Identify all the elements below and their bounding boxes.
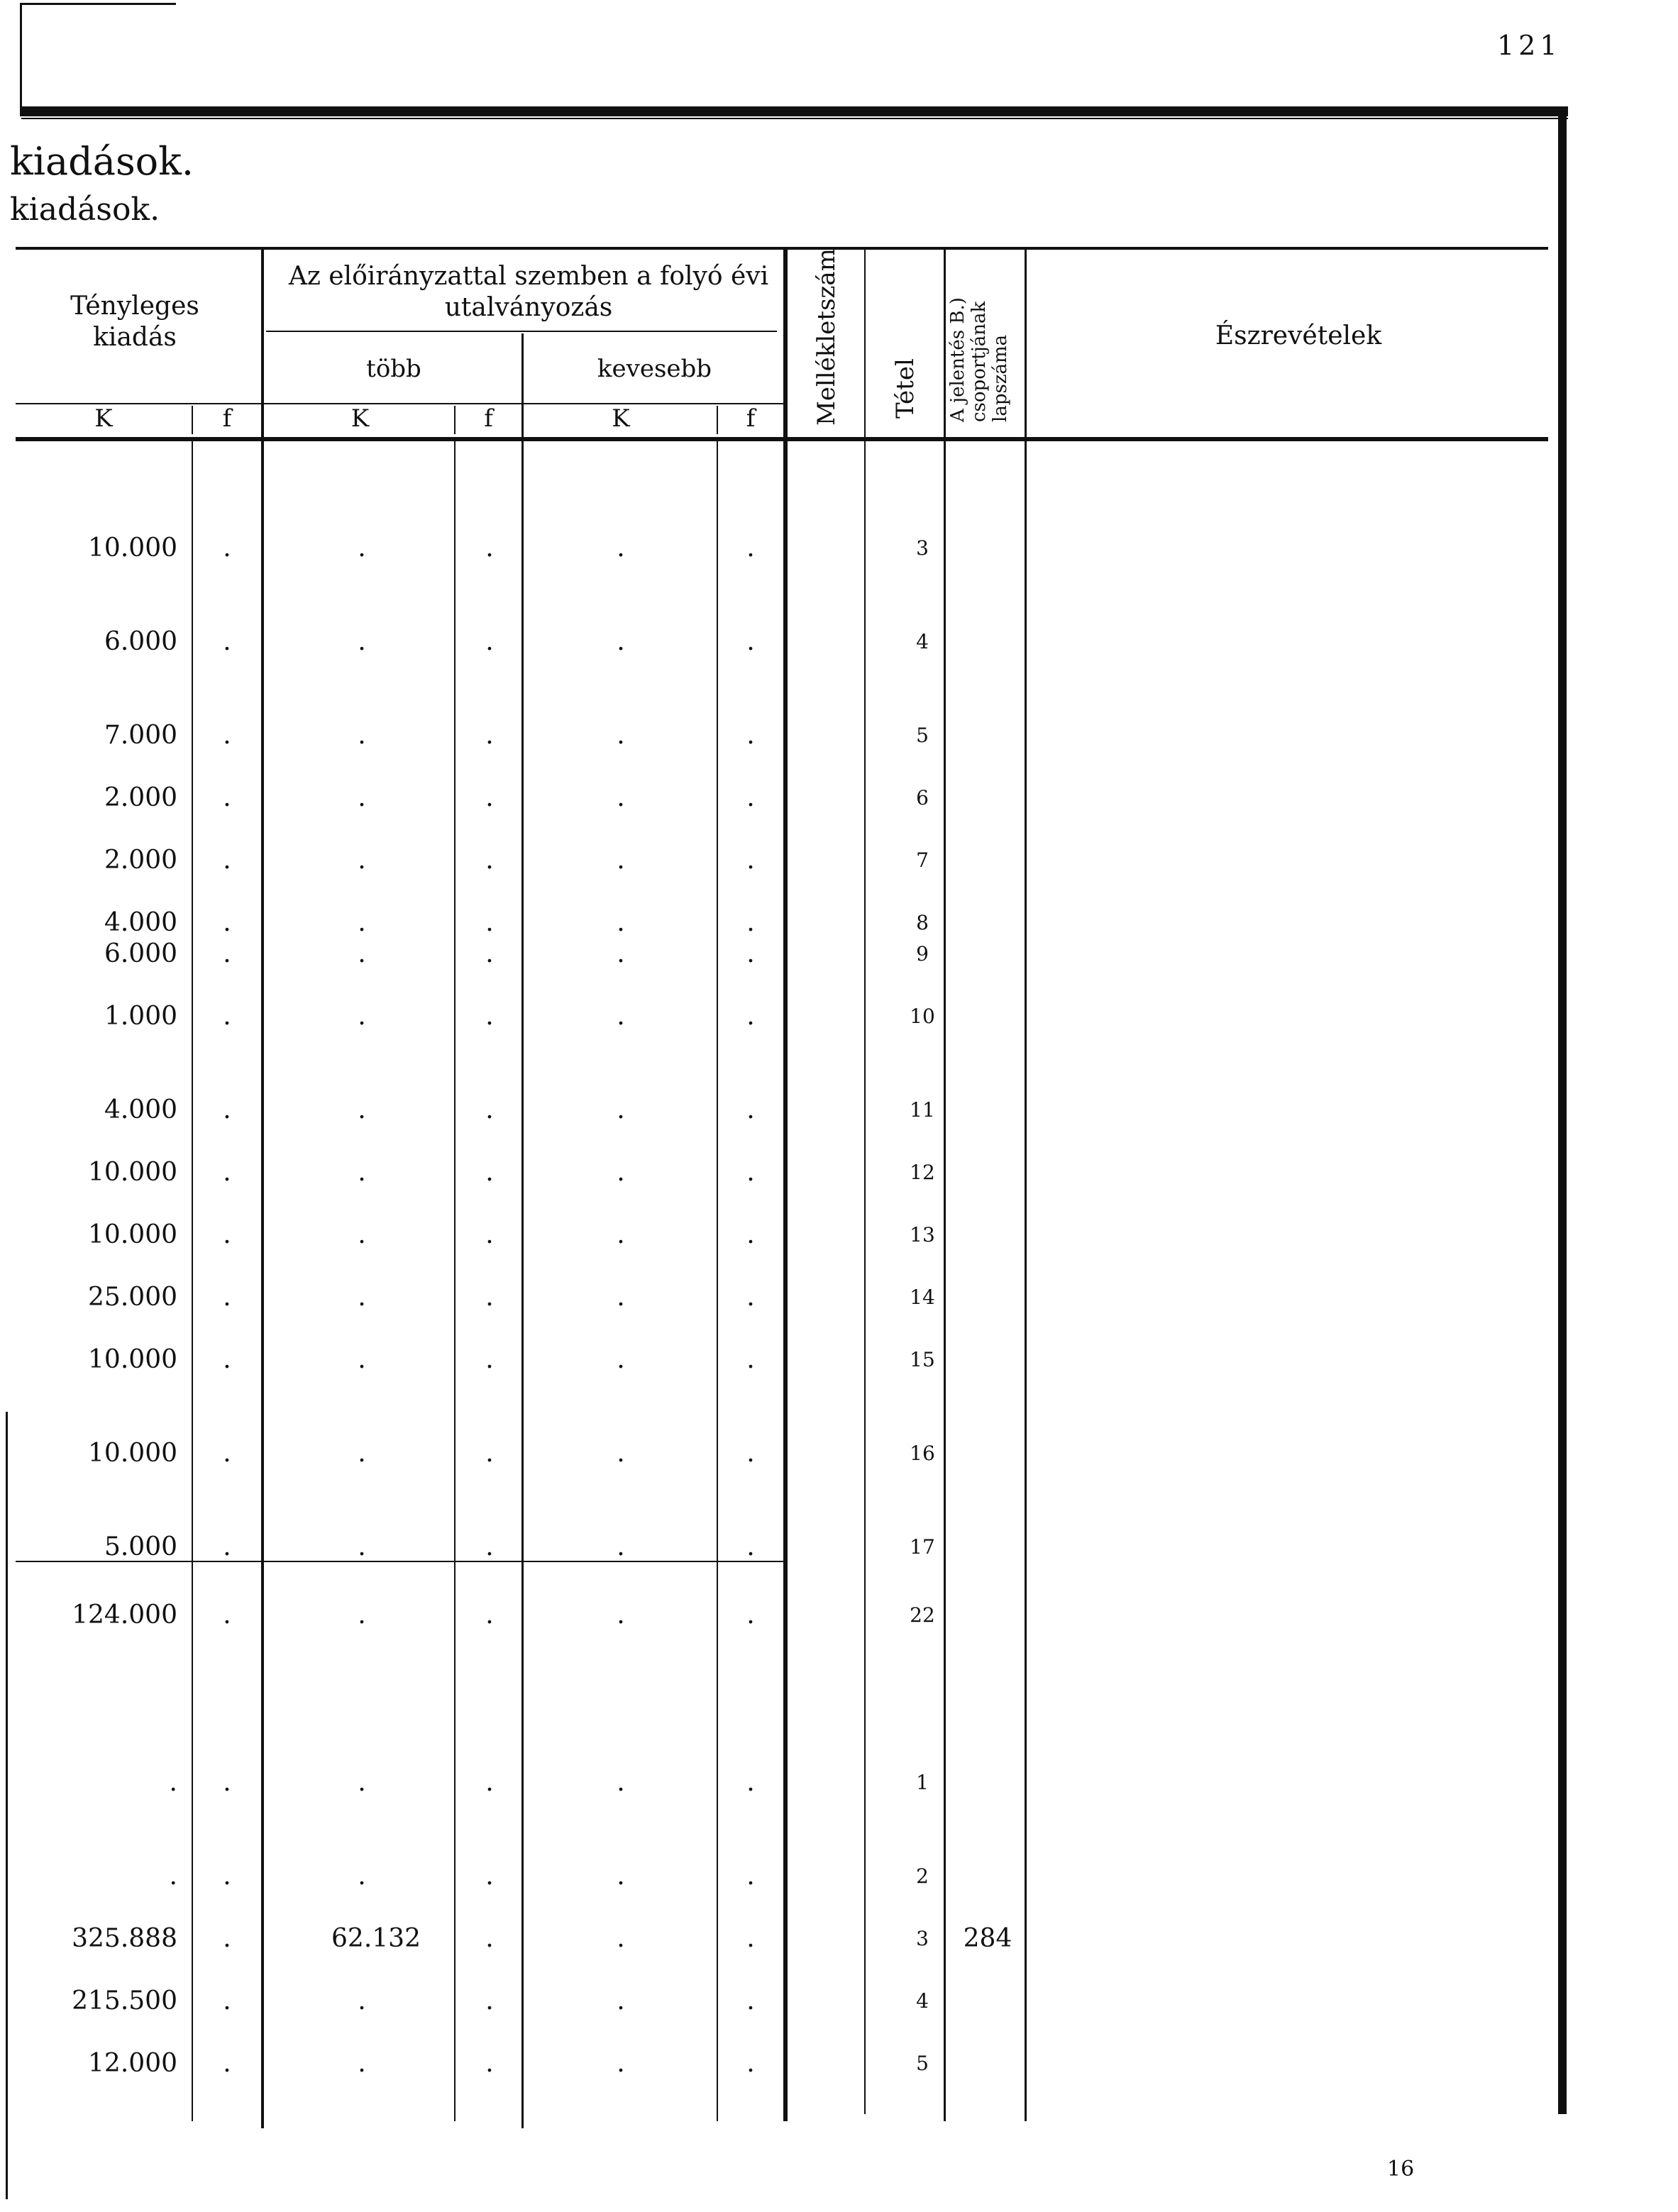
cell-tetel: 2 [916,1864,929,1888]
cell-tetel: 1 [916,1771,929,1794]
cell-tetel: 10 [910,1005,935,1028]
cell-kf: . [746,1220,755,1249]
cell-k: 10.000 [88,1158,177,1187]
cell-tf: . [485,2049,494,2078]
cell-k: . [169,1862,177,1891]
cell-k: 124.000 [72,1600,177,1630]
cell-tf: . [485,721,494,750]
cell-kk: . [617,1220,625,1249]
cell-tetel: 7 [916,848,929,872]
cell-tk: . [358,1986,366,2015]
header-jelentes-line: csoportjának [968,301,990,422]
cell-tf: . [485,1002,494,1031]
cell-tf: . [485,1220,494,1249]
cell-f: . [223,1095,231,1124]
cell-kk: . [617,783,625,812]
footer-number: 16 [1387,2157,1415,2181]
header-k: K [612,404,630,433]
cell-tetel: 9 [916,942,929,966]
cell-tf: . [485,1283,494,1312]
cell-tetel: 17 [910,1535,935,1559]
cell-k: . [169,1768,177,1797]
cell-kf: . [746,1095,755,1124]
cell-tk: . [358,939,366,968]
cell-tetel: 5 [916,724,929,747]
cell-k: 10.000 [88,1345,177,1374]
header-jelentes-line: A jelentés B.) [947,297,968,422]
cell-tk: . [358,1002,366,1031]
cell-tetel: 22 [910,1603,935,1627]
cell-tetel: 8 [916,911,929,934]
cell-f: . [223,1600,231,1630]
margin-line [6,1412,8,2199]
cell-kk: . [617,1283,625,1312]
cell-k: 25.000 [88,1283,177,1312]
cell-k: 10.000 [88,1220,177,1249]
header-eloiranyzat: Az előirányzattal szemben a folyó évi utalványozás [288,262,769,322]
cell-kf: . [746,1600,755,1630]
cell-tk: . [358,1158,366,1187]
cell-tetel: 13 [910,1223,935,1246]
cell-tetel: 3 [916,536,929,560]
cell-kk: . [617,1924,625,1953]
cell-kf: . [746,721,755,750]
cell-tetel: 3 [916,1927,929,1950]
cell-tf: . [485,1986,494,2015]
cell-f: . [223,783,231,812]
cell-tk: . [358,533,366,563]
cell-tk: . [358,1768,366,1797]
cell-tf: . [485,1600,494,1630]
cell-tk: . [358,1283,366,1312]
cell-f: . [223,1158,231,1187]
cell-k: 215.500 [72,1986,177,2015]
cell-f: . [223,1345,231,1374]
cell-kk: . [617,2049,625,2078]
cell-kf: . [746,846,755,875]
top-rule-thin [21,118,1568,119]
header-k: K [94,404,113,433]
cell-k: 2.000 [104,846,177,875]
cell-tk: . [358,783,366,812]
cell-tetel: 4 [916,1989,929,2013]
cell-k: 4.000 [104,1095,177,1124]
col-sep [1025,248,1027,2121]
cell-kf: . [746,627,755,656]
col-sep [864,248,866,2114]
cell-tk: . [358,846,366,875]
cell-tf: . [485,1439,494,1468]
header-jelentes-line: lapszáma [990,334,1011,422]
cell-k: 1.000 [104,1002,177,1031]
cell-tf: . [485,1345,494,1374]
cell-tk: 62.132 [331,1924,421,1953]
group-rule [266,331,777,332]
page-subtitle: kiadások. [10,192,160,228]
header-f: f [746,404,756,433]
cell-kf: . [746,1862,755,1891]
cell-kf: . [746,1439,755,1468]
cell-tetel: 12 [910,1161,935,1184]
cell-tk: . [358,908,366,937]
col-sep [261,248,264,2128]
header-f: f [222,404,232,433]
cell-tetel: 5 [916,2052,929,2075]
cell-tk: . [358,2049,366,2078]
cell-kk: . [617,1600,625,1630]
cell-k: 325.888 [72,1924,177,1953]
cell-f: . [223,1986,231,2015]
cell-kk: . [617,533,625,563]
page-number: 121 [1497,30,1562,61]
cell-tf: . [485,908,494,937]
cell-kk: . [617,1158,625,1187]
cell-f: . [223,1532,231,1561]
cell-tk: . [358,721,366,750]
cell-tf: . [485,939,494,968]
cell-tk: . [358,1345,366,1374]
cell-f: . [223,1002,231,1031]
cell-f: . [223,846,231,875]
cell-f: . [223,1768,231,1797]
header-tetel: Tétel [891,358,920,419]
cell-kf: . [746,1924,755,1953]
cell-f: . [223,1283,231,1312]
cell-f: . [223,908,231,937]
cell-tf: . [485,1924,494,1953]
cell-tf: . [485,1532,494,1561]
cell-tk: . [358,1220,366,1249]
cell-kk: . [617,846,625,875]
cell-kf: . [746,2049,755,2078]
header-bottom-rule [16,437,1548,441]
cell-f: . [223,1439,231,1468]
cell-tetel: 6 [916,786,929,809]
header-mellekletszam: Mellékletszám [812,248,841,426]
header-eszrevetelek: Észrevételek [1215,321,1382,350]
cell-k: 6.000 [104,939,177,968]
cell-k: 12.000 [88,2049,177,2078]
cell-kk: . [617,1002,625,1031]
cell-kf: . [746,1283,755,1312]
cell-k: 7.000 [104,721,177,750]
top-rule [21,106,1568,116]
margin-line [20,3,176,5]
header-kevesebb: kevesebb [597,355,712,383]
cell-tk: . [358,1532,366,1561]
cell-kk: . [617,721,625,750]
cell-tetel: 11 [910,1098,935,1122]
cell-kf: . [746,1158,755,1187]
cell-tf: . [485,533,494,563]
cell-kf: . [746,1345,755,1374]
cell-tf: . [485,1095,494,1124]
cell-f: . [223,939,231,968]
cell-tk: . [358,1439,366,1468]
right-frame [1558,106,1567,2114]
cell-tk: . [358,1095,366,1124]
header-k: K [350,404,370,433]
cell-f: . [223,1862,231,1891]
cell-kk: . [617,1345,625,1374]
page-title: kiadások. [10,139,194,184]
cell-kf: . [746,908,755,937]
col-sep [944,248,946,2121]
cell-kk: . [617,1439,625,1468]
cell-f: . [223,1924,231,1953]
cell-kf: . [746,533,755,563]
cell-f: . [223,2049,231,2078]
cell-kk: . [617,1862,625,1891]
cell-k: 5.000 [104,1532,177,1561]
cell-k: 2.000 [104,783,177,812]
header-tenyleges: Tényleges kiadás [70,292,199,352]
cell-tetel: 15 [910,1348,935,1371]
cell-tetel: 16 [910,1442,935,1465]
header-tobb: több [366,355,421,383]
cell-k: 10.000 [88,533,177,563]
cell-kf: . [746,1002,755,1031]
cell-kk: . [617,627,625,656]
header-f: f [484,404,493,433]
cell-lap: 284 [963,1924,1012,1953]
cell-tf: . [485,1158,494,1187]
cell-f: . [223,1220,231,1249]
cell-kf: . [746,1768,755,1797]
cell-kk: . [617,1532,625,1561]
cell-k: 6.000 [104,627,177,656]
cell-kk: . [617,939,625,968]
cell-kk: . [617,1768,625,1797]
cell-tk: . [358,1600,366,1630]
cell-tf: . [485,783,494,812]
cell-f: . [223,533,231,563]
cell-tf: . [485,627,494,656]
cell-kf: . [746,1532,755,1561]
cell-k: 4.000 [104,908,177,937]
cell-k: 10.000 [88,1439,177,1468]
cell-kf: . [746,783,755,812]
cell-kk: . [617,1986,625,2015]
header-top-rule [16,247,1548,250]
cell-f: . [223,721,231,750]
cell-f: . [223,627,231,656]
cell-tf: . [485,1768,494,1797]
margin-line [20,3,22,116]
cell-tf: . [485,1862,494,1891]
cell-tetel: 4 [916,630,929,653]
cell-kk: . [617,908,625,937]
cell-kk: . [617,1095,625,1124]
cell-tetel: 14 [910,1285,935,1309]
cell-kf: . [746,939,755,968]
cell-kf: . [746,1986,755,2015]
cell-tk: . [358,627,366,656]
cell-tf: . [485,846,494,875]
header-jelentes [947,297,1011,422]
cell-tk: . [358,1862,366,1891]
